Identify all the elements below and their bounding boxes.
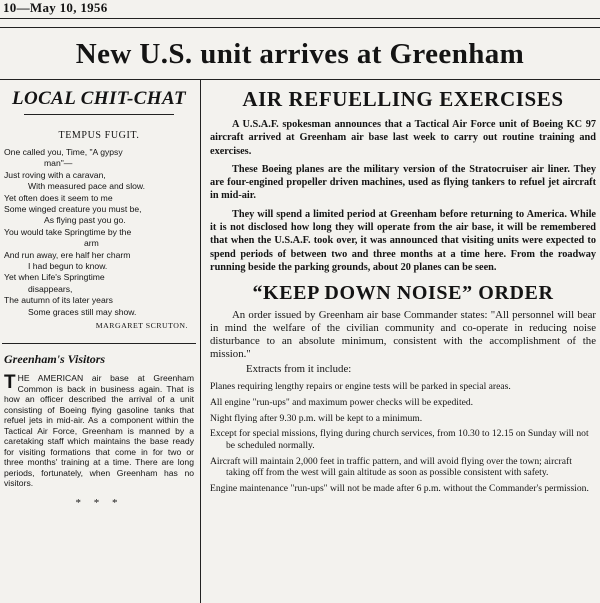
page-folio: 10—May 10, 1956 [3, 0, 108, 15]
section-stars: * * * [75, 496, 123, 509]
left-column [2, 84, 196, 603]
poem-line: One called you, Time, "A gypsy [4, 147, 123, 157]
poem-title: TEMPUS FUGIT. [58, 130, 140, 141]
top-rule [0, 18, 600, 19]
poem-line: Just roving with a caravan, [4, 169, 106, 180]
refuelling-paragraph: A U.S.A.F. spokesman announces that a Tactical Air Force unit of Boeing KC 97 aircraft arrived at Greenham air base last week to carry out routine training and exercises. [210, 119, 596, 157]
poem-line: And run away, ere half her charm [4, 249, 131, 260]
order-item: Planes requiring lengthy repairs or engine tests will be parked in special areas. [210, 381, 511, 393]
poem-line: Yet when Life's Springtime [4, 272, 105, 283]
noise-order-list [210, 381, 596, 495]
visitors-title: Greenham's Visitors [4, 352, 106, 367]
poem-line: As flying past you go. [44, 215, 126, 226]
refuelling-paragraph: These Boeing planes are the military version of the Stratocruiser air liner. They are four-engined propeller driven machines, used as flying tankers to refuel jet aircraft in mid-air. [210, 163, 596, 202]
headline: New U.S. unit arrives at Greenham [75, 38, 525, 70]
right-column [210, 84, 596, 603]
section-rule [24, 114, 174, 115]
visitors-body: HE AMERICAN air base at Greenham Common is back in business again. That is how an officer described the arrival of a unit consisting of Boeing flying gasoline tanks that refuel jets in mid-air. As a component within the Tactical Air Force, Greenham is manned by a caretaking staff which maintains the base ready for visiting formations that come in for two or three months' training at a time. There are long periods, fortunately, when Greenham has no visitors. [4, 373, 194, 489]
poem-line: Some winged creature you must be, [4, 204, 142, 215]
drop-cap: T [4, 372, 16, 394]
poem-author: MARGARET SCRUTON. [95, 321, 188, 331]
noise-intro: An order issued by Greenham air base Commander states: "All personnel will bear in mind the welfare of the civilian community and co-operate in reducing noise disturbance to an absolute minimum, consistent with the accomplishment of the mission." [210, 309, 596, 361]
poem-line: man"— [44, 158, 73, 169]
refuelling-paragraph: They will spend a limited period at Greenham before returning to America. While it is not disclosed how long they will operate from the air base, it will be remembered that when the U.S.A.F. took over, it was announced that visiting units were expected to spend periods of between two and three months at a time here. From the roadway running beside the parking grounds, about 20 planes can be seen. [210, 208, 596, 273]
top-rule-2 [0, 27, 600, 28]
poem-line: disappears, [28, 283, 73, 294]
order-item: All engine "run-ups" and maximum power checks will be expedited. [210, 396, 474, 408]
order-item: Night flying after 9.30 p.m. will be kept to a minimum. [210, 412, 423, 424]
visitors-article [4, 373, 194, 489]
poem-line: The autumn of its later years [4, 295, 113, 306]
poem [4, 147, 196, 318]
section-separator [2, 343, 196, 344]
extracts-label: Extracts from it include: [246, 363, 352, 376]
order-item: Aircraft will maintain 2,000 feet in traffic pattern, and will avoid flying over the town; aircraft taking off from the west will gain altitude as soon as possible consistent with safety. [210, 455, 572, 479]
poem-line: Yet often does it seem to me [4, 192, 113, 203]
column-divider [200, 79, 201, 603]
refuelling-heading: AIR REFUELLING EXERCISES [242, 87, 564, 111]
poem-line: I had begun to know. [28, 261, 108, 272]
poem-line: With measured pace and slow. [28, 181, 146, 192]
poem-line: arm [84, 238, 99, 249]
order-item: Except for special missions, flying during church services, from 10.30 to 12.15 on Sunday will not be scheduled normally. [210, 428, 589, 452]
headline-rule [0, 79, 600, 80]
order-item: Engine maintenance "run-ups" will not be made after 6 p.m. without the Commander's permission. [210, 483, 589, 495]
poem-line: You would take Springtime by the [4, 226, 132, 237]
poem-line: Some graces still may show. [28, 306, 137, 317]
noise-heading: “KEEP DOWN NOISE” ORDER [252, 282, 554, 305]
section-title-chitchat: LOCAL CHIT-CHAT [11, 88, 187, 109]
